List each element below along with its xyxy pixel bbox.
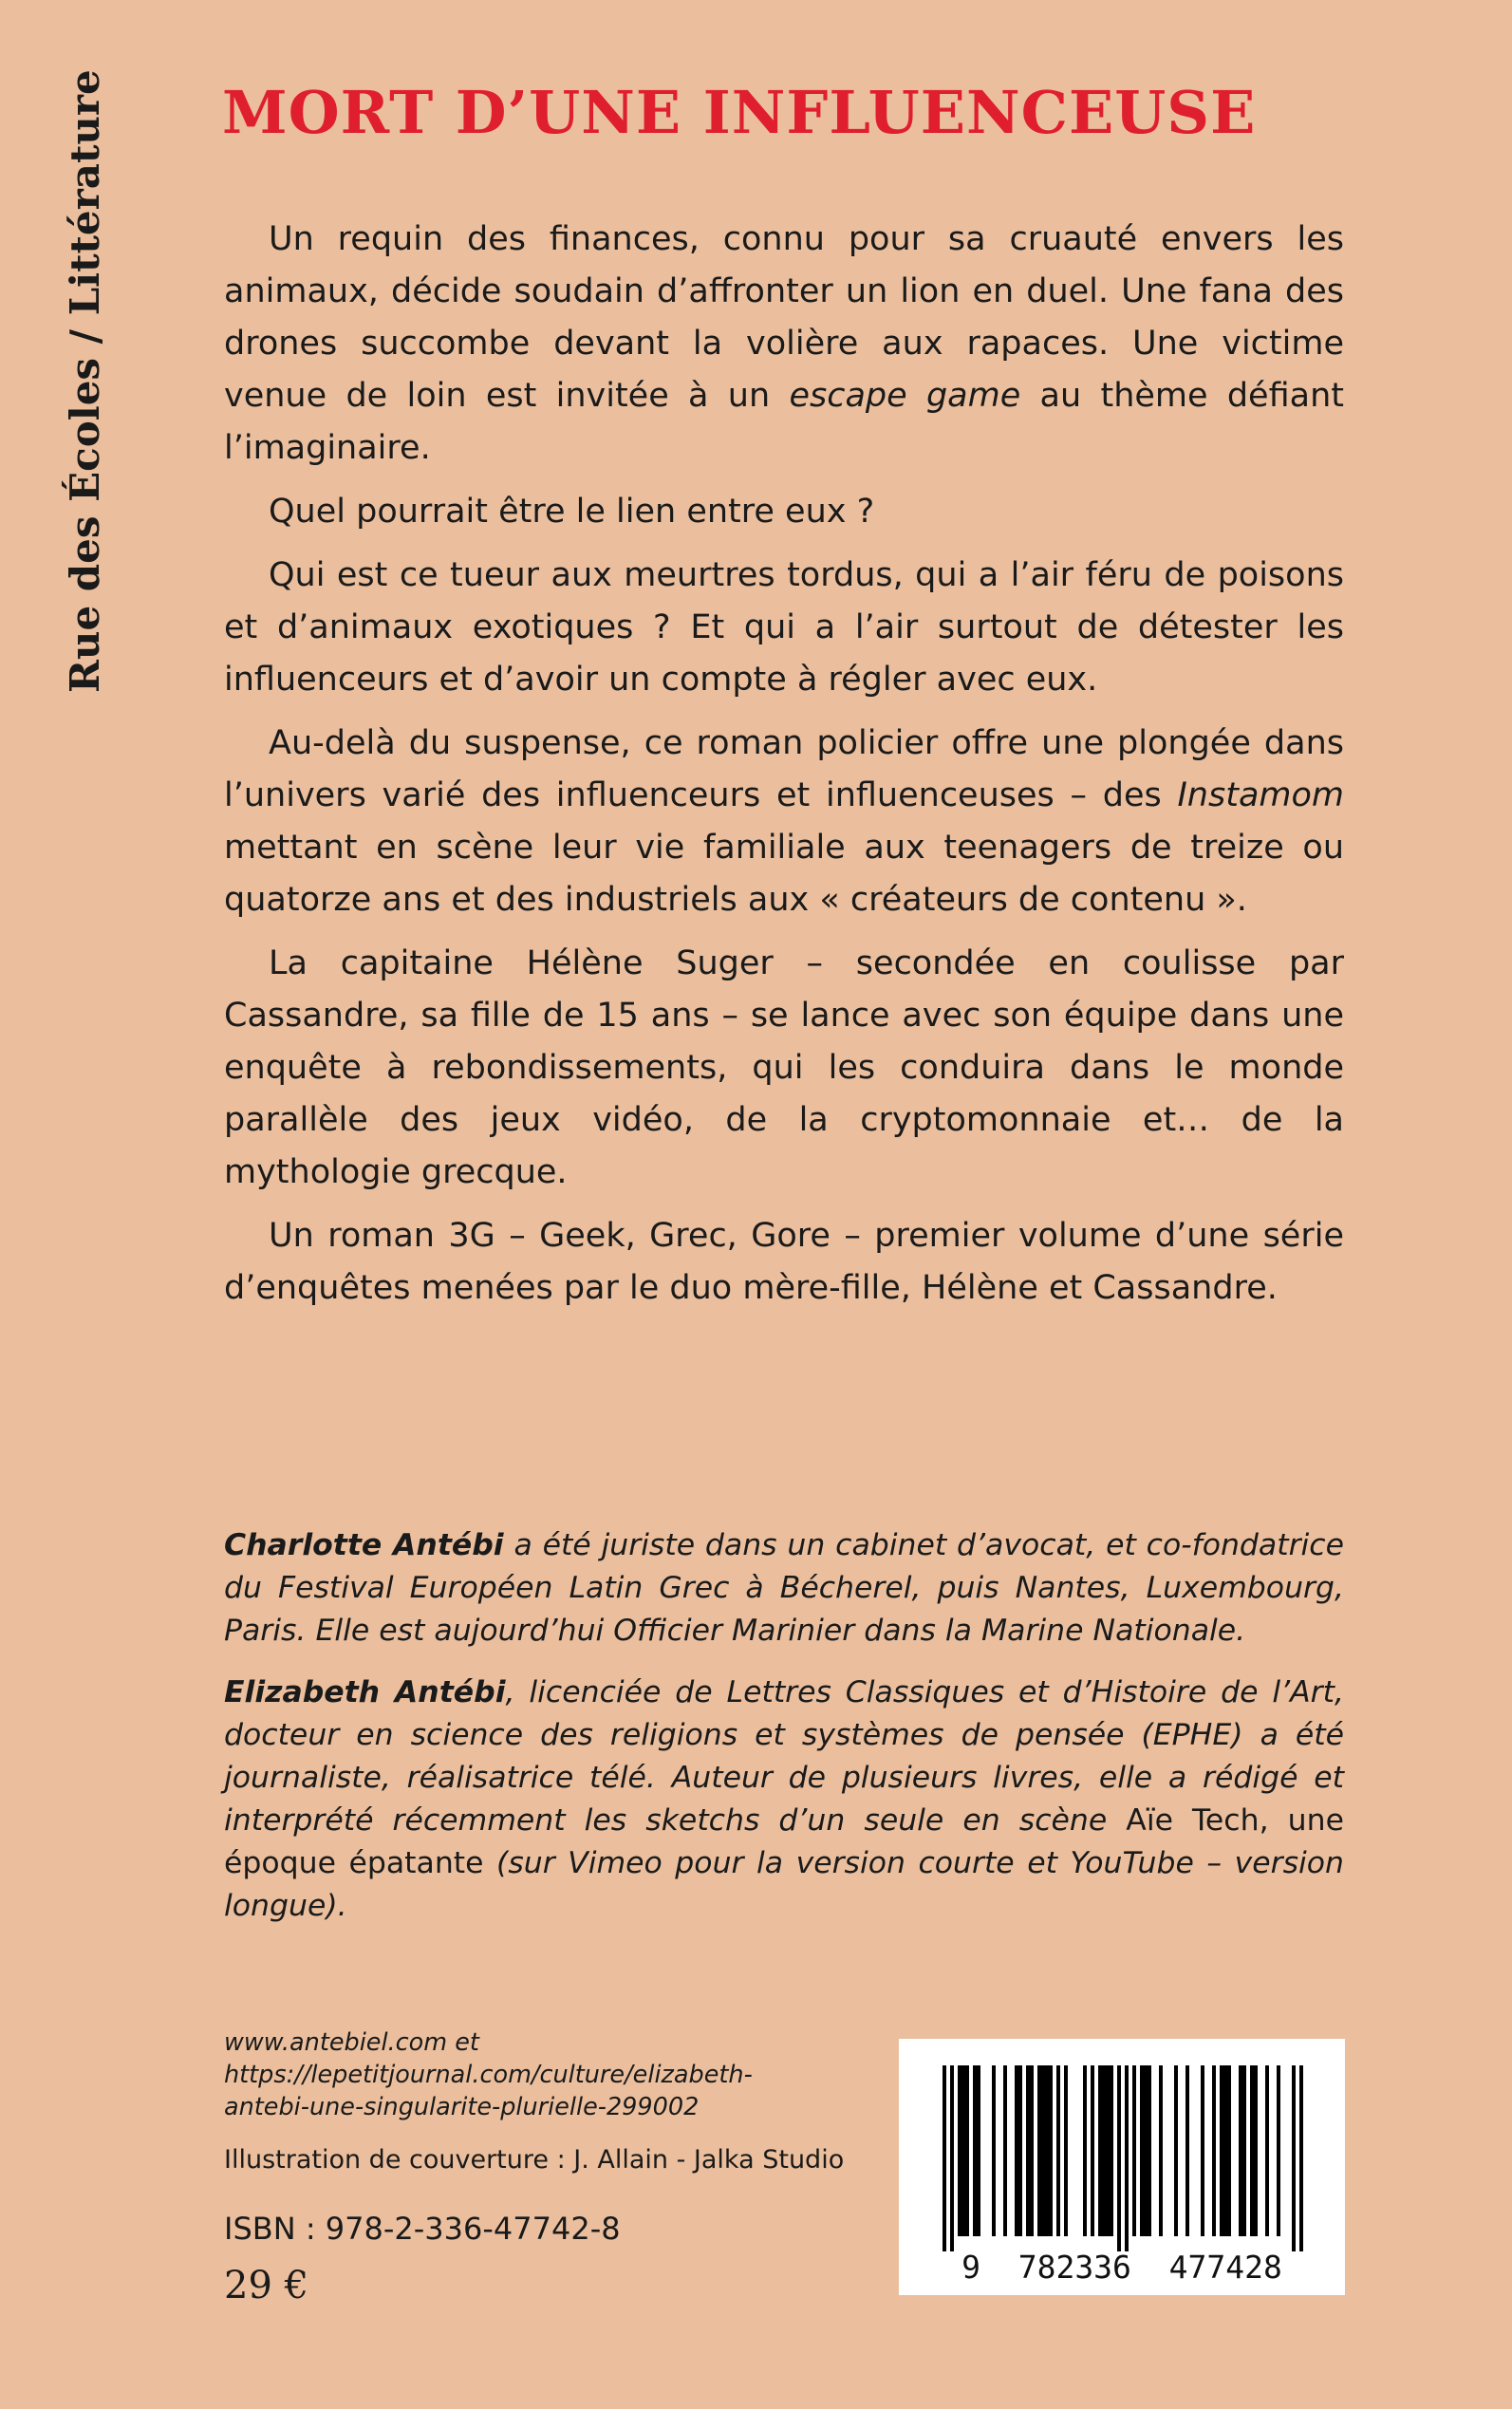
barcode-bar — [1056, 2065, 1060, 2236]
barcode-bar — [1018, 2065, 1022, 2236]
barcode-bar — [958, 2065, 961, 2236]
isbn-number: ISBN : 978-2-336-47742-8 — [224, 2211, 621, 2247]
barcode-bar — [1106, 2065, 1110, 2236]
barcode-bar — [1159, 2065, 1163, 2236]
book-title: MORT D’UNE INFLUENCEUSE — [222, 78, 1257, 147]
barcode-bar — [1015, 2065, 1018, 2236]
barcode-bars — [943, 2065, 1303, 2251]
barcode-bar — [1242, 2065, 1246, 2236]
barcode-bar — [1185, 2065, 1189, 2236]
author-links — [224, 2026, 831, 2123]
barcode-bar — [1030, 2065, 1034, 2236]
barcode-bar — [1250, 2065, 1254, 2236]
summary-paragraph-4: Au-delà du suspense, ce roman policier offre une plongée dans l’univers varié des influenceurs et influenceuses – des Instamom mettant en scène leur vie familiale aux teenagers de treize ou quatorze ans et des industriels aux « créateurs de contenu ». — [224, 724, 1344, 919]
author-bio-1: Charlotte Antébi a été juriste dans un cabinet d’avocat, et co-fondatrice du Festival Européen Latin Grec à Bécherel, puis Nantes, Luxembourg, Paris. Elle est aujourd’hui Officier Marinier dans la Marine Nationale. — [224, 1528, 1344, 1648]
barcode-bar — [1299, 2065, 1303, 2251]
summary-paragraph-1: Un requin des finances, connu pour sa cruauté envers les animaux, décide soudain d’affronter un lion en duel. Une fana des drones succombe devant la volière aux rapaces. Une victime venue de loin est invitée à un escape game au thème défiant l’imaginaire. — [224, 220, 1344, 467]
barcode-bar — [950, 2065, 954, 2251]
author-biographies — [224, 1524, 1344, 1947]
show-title: Aïe Tech, une époque épatante — [224, 1803, 1344, 1880]
barcode-bar — [1102, 2065, 1106, 2236]
barcode-bar — [961, 2065, 965, 2236]
barcode-bar — [1148, 2065, 1151, 2236]
illustration-credit: Illustration de couverture : J. Allain - Jalka Studio — [224, 2145, 845, 2175]
author-2-name: Elizabeth Antébi — [224, 1675, 506, 1709]
barcode-bar — [1091, 2065, 1094, 2236]
barcode-bar — [992, 2065, 996, 2236]
barcode-bar — [1254, 2065, 1258, 2236]
barcode — [899, 2039, 1345, 2295]
barcode-bar — [1003, 2065, 1007, 2236]
barcode-bar — [1201, 2065, 1204, 2236]
barcode-digits: 9 782336 477428 — [961, 2249, 1282, 2286]
barcode-bar — [1220, 2065, 1223, 2236]
barcode-graphic — [899, 2039, 1345, 2295]
barcode-bar — [1110, 2065, 1113, 2236]
barcode-bar — [1227, 2065, 1231, 2236]
barcode-bar — [1144, 2065, 1148, 2236]
link-antebiel[interactable]: www.antebiel.com et — [224, 2028, 479, 2057]
barcode-bar — [1265, 2065, 1269, 2236]
summary-paragraph-3: Qui est ce tueur aux meurtres tordus, qui a l’air féru de poisons et d’animaux exotiques ? Et qui a l’air surtout de détester les influenceurs et d’avoir un compte à régler avec eux. — [224, 556, 1344, 699]
barcode-bar — [973, 2065, 977, 2236]
barcode-bar — [1212, 2065, 1216, 2236]
summary-paragraph-6: Un roman 3G – Geek, Grec, Gore – premier volume d’une série d’enquêtes menées par le duo mère-fille, Hélène et Cassandre. — [224, 1217, 1344, 1307]
link-lepetitjournal-1[interactable]: https://lepetitjournal.com/culture/elizabeth- — [224, 2061, 753, 2089]
barcode-bar — [1045, 2065, 1049, 2236]
barcode-bar — [1083, 2065, 1087, 2236]
author-bio-2: Elizabeth Antébi, licenciée de Lettres Classiques et d’Histoire de l’Art, docteur en science des religions et systèmes de pensée (EPHE) a été journaliste, réalisatrice télé. Auteur de plusieurs livres, elle a rédigé et interprété récemment les sketchs d’un seule en scène Aïe Tech, une époque épatante (sur Vimeo pour la version courte et YouTube – version longue). — [224, 1675, 1344, 1923]
barcode-bar — [965, 2065, 969, 2236]
author-1-name: Charlotte Antébi — [224, 1528, 504, 1562]
spine-collection-label: Rue des Écoles / Littérature — [62, 69, 108, 693]
summary-paragraph-5: La capitaine Hélène Suger – secondée en coulisse par Cassandre, sa fille de 15 ans – se lance avec son équipe dans une enquête à rebondissements, qui les conduira dans le monde parallèle des jeux vidéo, de la cryptomonnaie et… de la mythologie grecque. — [224, 944, 1344, 1191]
barcode-bar — [1292, 2065, 1296, 2251]
summary-paragraph-2: Quel pourrait être le lien entre eux ? — [269, 493, 875, 531]
barcode-bar — [1132, 2065, 1136, 2236]
barcode-bar — [977, 2065, 980, 2236]
barcode-bar — [1037, 2065, 1041, 2236]
barcode-bar — [1140, 2065, 1144, 2236]
barcode-bar — [1125, 2065, 1129, 2251]
barcode-bar — [1223, 2065, 1227, 2236]
barcode-bar — [943, 2065, 946, 2251]
book-summary — [224, 214, 1344, 1326]
link-lepetitjournal-2[interactable]: antebi-une-singularite-plurielle-299002 — [224, 2093, 700, 2121]
barcode-bar — [1064, 2065, 1068, 2236]
barcode-bar — [1098, 2065, 1102, 2236]
barcode-bar — [1041, 2065, 1045, 2236]
barcode-bar — [1277, 2065, 1280, 2236]
price-label: 29 € — [224, 2264, 309, 2307]
barcode-bar — [1049, 2065, 1053, 2236]
barcode-bar — [1239, 2065, 1242, 2236]
instamom-term: Instamom — [1177, 776, 1344, 814]
barcode-bar — [1026, 2065, 1030, 2236]
barcode-bar — [1117, 2065, 1121, 2251]
escape-game-term: escape game — [789, 377, 1021, 415]
barcode-bar — [1174, 2065, 1178, 2236]
